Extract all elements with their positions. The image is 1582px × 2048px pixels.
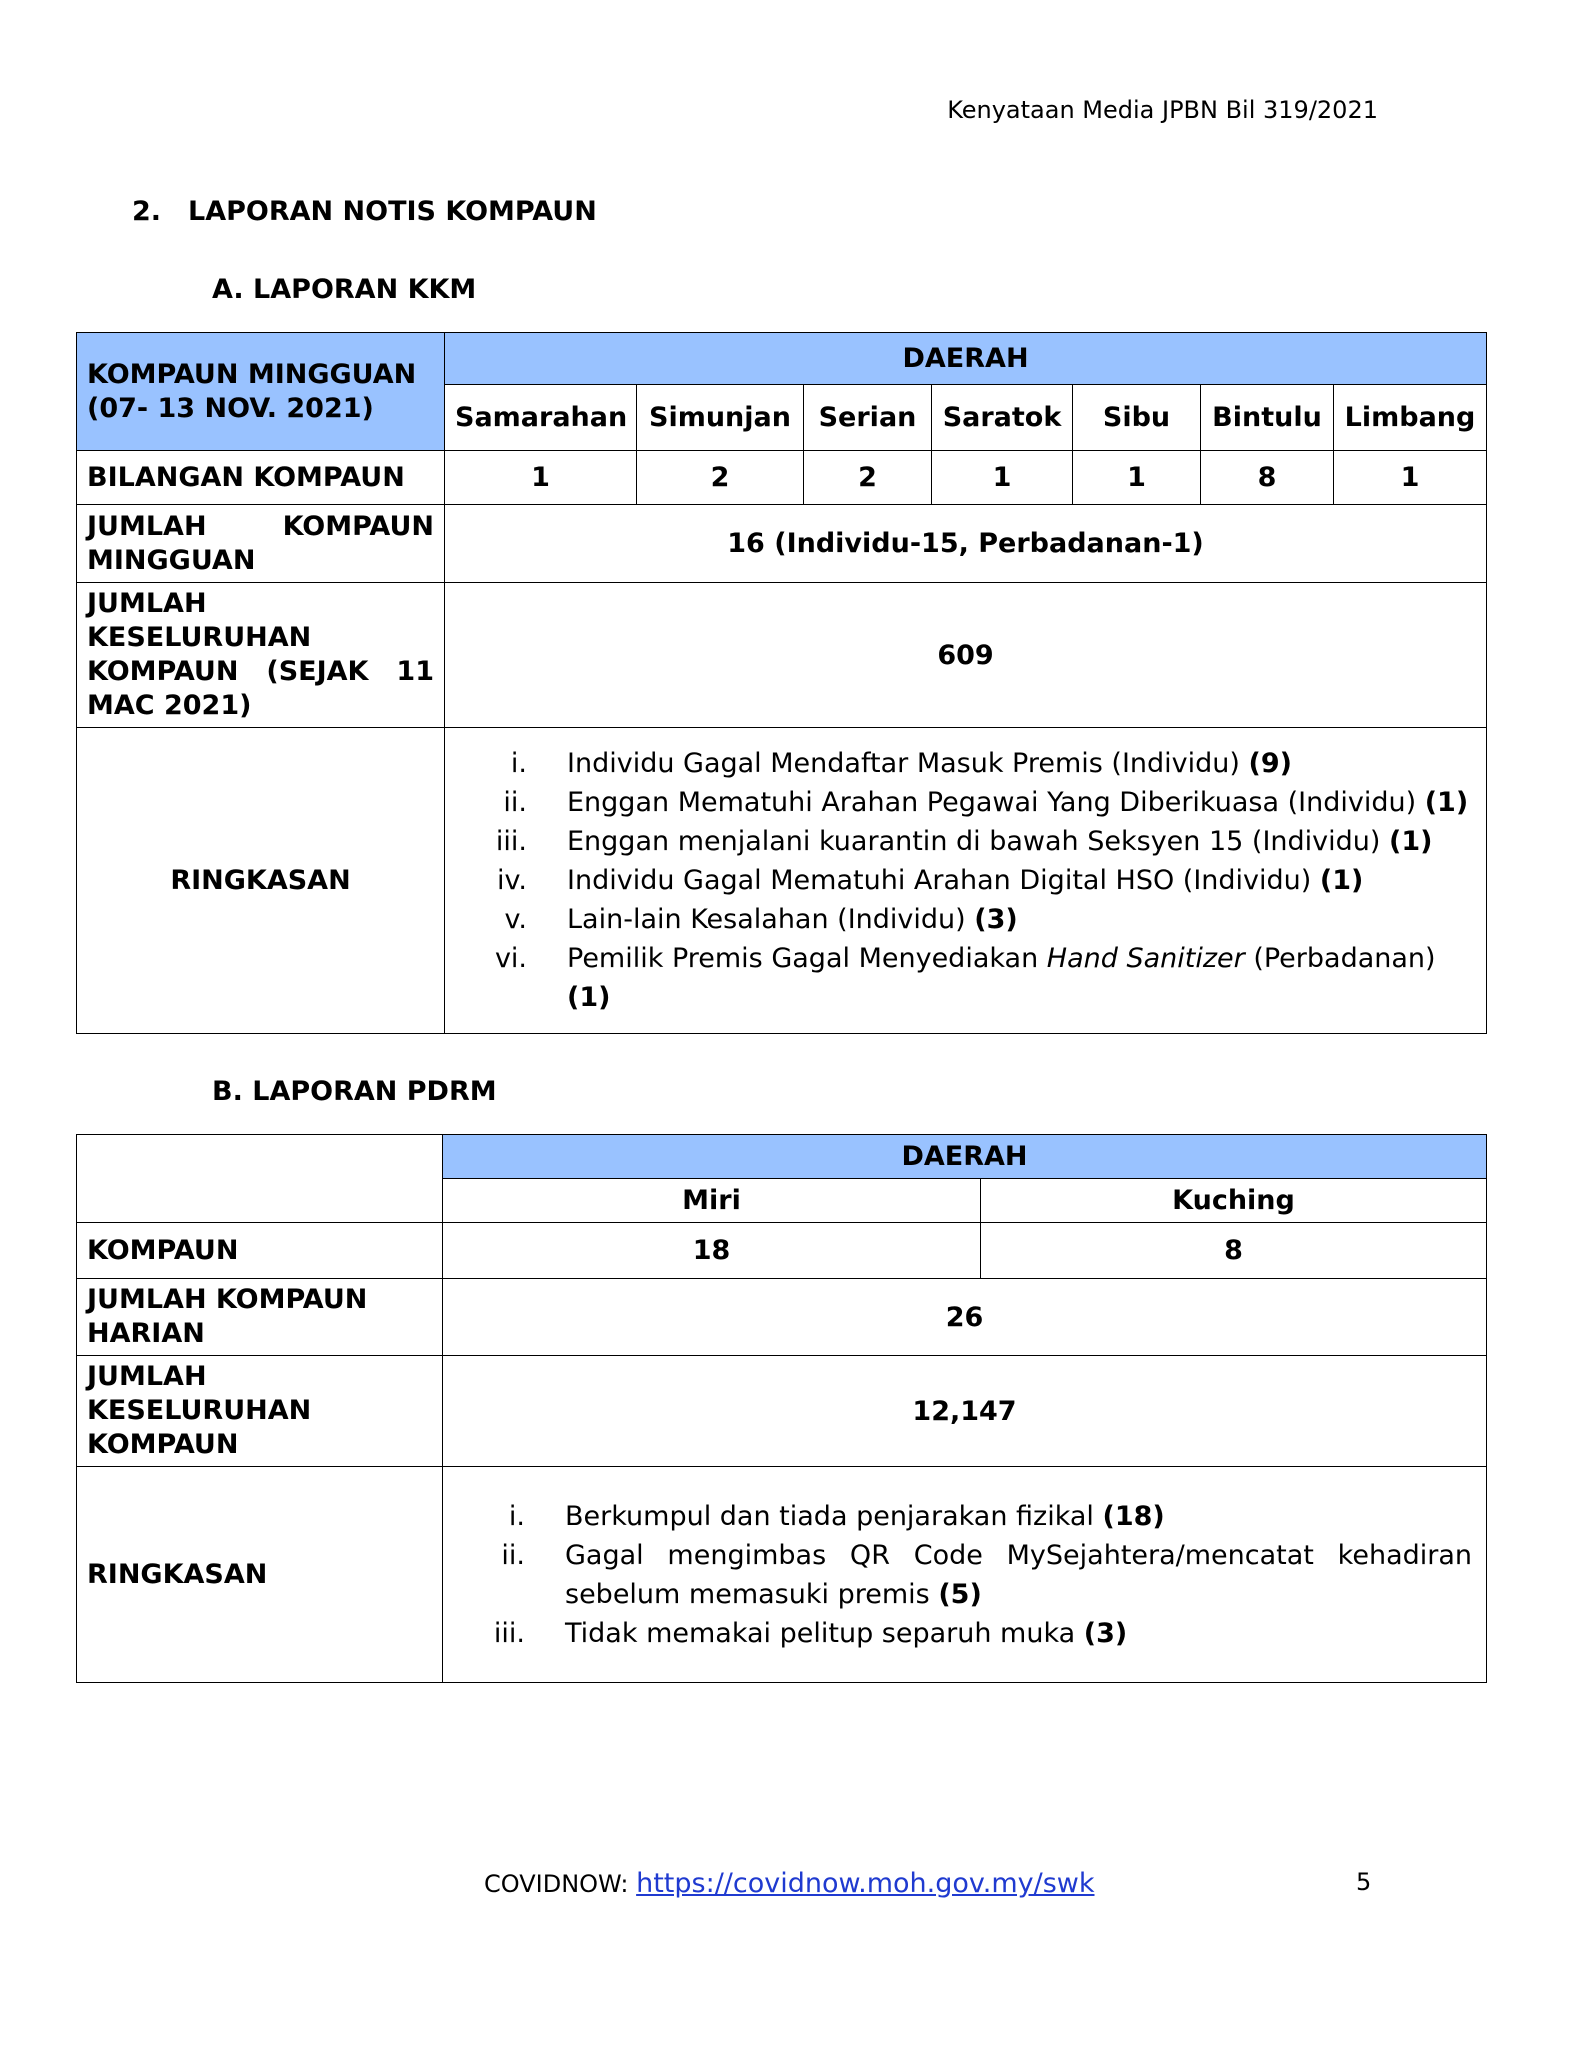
- kompaun-label: KOMPAUN: [77, 1223, 443, 1279]
- item-description: Individu Gagal Mendaftar Masuk Premis (Individu): [567, 748, 1240, 779]
- district-miri: Miri: [443, 1179, 981, 1223]
- pdrm-ringkasan-list: [453, 1497, 1472, 1653]
- item-description: Tidak memakai pelitup separuh muka: [565, 1617, 1076, 1649]
- kkm-keseluruhan-row: [77, 583, 1487, 728]
- bilangan-value: 1: [1073, 451, 1201, 505]
- item-description: Lain-lain Kesalahan (Individu): [567, 904, 966, 935]
- ringkasan-item: [453, 1614, 1472, 1653]
- district-samarahan: Samarahan: [445, 385, 637, 451]
- ringkasan-item: [455, 822, 1476, 861]
- item-count: (1): [1424, 787, 1469, 818]
- item-count: (3): [974, 904, 1018, 935]
- covidnow-footer: [484, 1868, 1095, 1899]
- kkm-report-table: [76, 332, 1487, 1034]
- jumlah-keseluruhan-value: 609: [445, 583, 1487, 728]
- item-text: [567, 861, 1476, 900]
- section-title-text: LAPORAN NOTIS KOMPAUN: [188, 196, 597, 227]
- ringkasan-label: RINGKASAN: [77, 728, 445, 1034]
- pdrm-kompaun-row: [77, 1223, 1487, 1279]
- item-numeral: iv.: [497, 865, 527, 896]
- jumlah-kompaun-mingguan-label: JUMLAH KOMPAUN MINGGUAN: [77, 505, 445, 583]
- item-description: Individu Gagal Mematuhi Arahan Digital HSO (Individu): [567, 865, 1312, 896]
- item-numeral: vi.: [494, 943, 527, 974]
- item-count: (1): [1319, 865, 1364, 896]
- pdrm-keseluruhan-row: [77, 1356, 1487, 1467]
- bilangan-kompaun-label: BILANGAN KOMPAUN: [77, 451, 445, 505]
- item-description: Berkumpul dan tiada penjarakan fizikal: [565, 1500, 1094, 1532]
- item-numeral: ii.: [501, 1539, 525, 1571]
- ringkasan-item: [455, 861, 1476, 900]
- ringkasan-item: [455, 900, 1476, 939]
- bilangan-value: 2: [637, 451, 804, 505]
- bilangan-value: 1: [1334, 451, 1487, 505]
- item-text: [567, 939, 1476, 1017]
- district-bintulu: Bintulu: [1201, 385, 1334, 451]
- item-description: Pemilik Premis Gagal Menyediakan: [567, 943, 1039, 974]
- ringkasan-item: [453, 1536, 1472, 1614]
- item-suffix: (Perbadanan): [1253, 943, 1436, 974]
- kompaun-value-kuching: 8: [981, 1223, 1487, 1279]
- item-count: (9): [1248, 748, 1293, 779]
- district-saratok: Saratok: [932, 385, 1073, 451]
- item-numeral: i.: [510, 748, 527, 779]
- item-numeral: v.: [504, 904, 527, 935]
- bilangan-value: 1: [932, 451, 1073, 505]
- item-text: [567, 900, 1476, 939]
- kkm-ringkasan-list: [455, 744, 1476, 1017]
- jumlah-keseluruhan-kompaun-value: 12,147: [443, 1356, 1487, 1467]
- jumlah-keseluruhan-label: JUMLAH KESELURUHAN KOMPAUN (SEJAK 11 MAC 2021): [77, 583, 445, 728]
- jumlah-kompaun-harian-label: JUMLAH KOMPAUN HARIAN: [77, 1279, 443, 1356]
- kkm-daerah-header: DAERAH: [445, 333, 1487, 385]
- item-text: [565, 1536, 1472, 1614]
- kompaun-value-miri: 18: [443, 1223, 981, 1279]
- pdrm-daerah-header: DAERAH: [443, 1135, 1487, 1179]
- pdrm-ringkasan-row: [77, 1467, 1487, 1683]
- section-title: [132, 196, 597, 227]
- ringkasan-item: [453, 1497, 1472, 1536]
- item-count: (1): [1389, 826, 1433, 857]
- kkm-report-title: A. LAPORAN KKM: [212, 274, 477, 305]
- item-text: [565, 1497, 1472, 1536]
- pdrm-harian-row: [77, 1279, 1487, 1356]
- item-text: [565, 1614, 1472, 1653]
- item-text: [567, 783, 1476, 822]
- item-text: [567, 744, 1476, 783]
- item-description: Gagal mengimbas QR Code MySejahtera/mencatat kehadiran sebelum memasuki premis: [565, 1539, 1473, 1610]
- jumlah-kompaun-harian-value: 26: [443, 1279, 1487, 1356]
- jumlah-kompaun-mingguan-value: 16 (Individu-15, Perbadanan-1): [445, 505, 1487, 583]
- district-simunjan: Simunjan: [637, 385, 804, 451]
- pdrm-report-title: B. LAPORAN PDRM: [212, 1076, 497, 1107]
- document-reference: Kenyataan Media JPBN Bil 319/2021: [947, 96, 1378, 124]
- kkm-column-header: KOMPAUN MINGGUAN (07- 13 NOV. 2021): [77, 333, 445, 451]
- item-numeral: i.: [508, 1500, 525, 1532]
- item-count: (18): [1102, 1500, 1165, 1532]
- pdrm-report-table: [76, 1134, 1487, 1683]
- jumlah-keseluruhan-kompaun-label: JUMLAH KESELURUHAN KOMPAUN: [77, 1356, 443, 1467]
- item-numeral: ii.: [503, 787, 527, 818]
- item-description: Enggan Mematuhi Arahan Pegawai Yang Diberikuasa (Individu): [567, 787, 1417, 818]
- item-text: [567, 822, 1476, 861]
- covidnow-label: COVIDNOW:: [484, 1870, 629, 1898]
- item-description: Enggan menjalani kuarantin di bawah Seksyen 15 (Individu): [567, 826, 1381, 857]
- item-count: (5): [938, 1578, 982, 1610]
- ringkasan-item: [455, 744, 1476, 783]
- item-numeral: iii.: [493, 1617, 525, 1649]
- pdrm-ringkasan-list-cell: [443, 1467, 1487, 1683]
- item-italic-term: Hand Sanitizer: [1046, 943, 1245, 974]
- page-number: 5: [1356, 1868, 1372, 1896]
- district-sibu: Sibu: [1073, 385, 1201, 451]
- district-limbang: Limbang: [1334, 385, 1487, 451]
- item-count: (1): [567, 982, 611, 1013]
- ringkasan-item: [455, 939, 1476, 1017]
- bilangan-value: 1: [445, 451, 637, 505]
- district-kuching: Kuching: [981, 1179, 1487, 1223]
- district-serian: Serian: [804, 385, 932, 451]
- pdrm-ringkasan-label: RINGKASAN: [77, 1467, 443, 1683]
- kkm-ringkasan-row: [77, 728, 1487, 1034]
- item-count: (3): [1083, 1617, 1128, 1649]
- kkm-bilangan-row: [77, 451, 1487, 505]
- pdrm-empty-header: [77, 1135, 443, 1223]
- bilangan-value: 8: [1201, 451, 1334, 505]
- bilangan-value: 2: [804, 451, 932, 505]
- kkm-ringkasan-list-cell: [445, 728, 1487, 1034]
- kkm-jumlah-mingguan-row: [77, 505, 1487, 583]
- section-number: 2.: [132, 196, 162, 227]
- ringkasan-item: [455, 783, 1476, 822]
- item-numeral: iii.: [495, 826, 527, 857]
- covidnow-link[interactable]: https://covidnow.moh.gov.my/swk: [636, 1868, 1095, 1899]
